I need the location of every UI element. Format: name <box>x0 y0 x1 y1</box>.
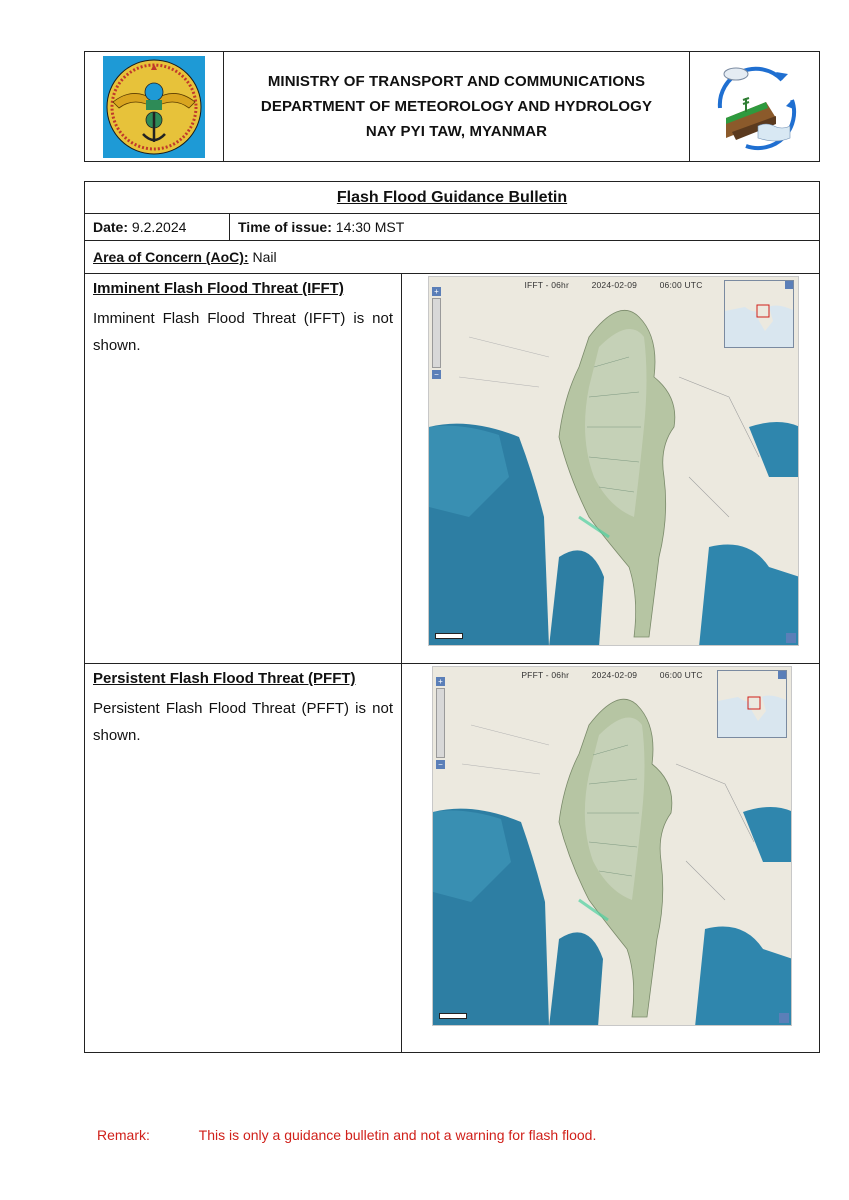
ifft-map-product: IFFT - 06hr <box>524 280 570 290</box>
ifft-map[interactable] <box>428 276 799 646</box>
pfft-zoom-control[interactable] <box>436 677 446 771</box>
aoc-label: Area of Concern (AoC): <box>93 249 249 265</box>
scale-bar <box>439 1013 467 1019</box>
remark <box>97 1127 596 1143</box>
pfft-map-product: PFFT - 06hr <box>521 670 570 680</box>
letterhead <box>84 51 820 162</box>
ifft-map-cell <box>402 274 819 663</box>
zoom-out-icon[interactable]: − <box>432 370 441 379</box>
pfft-text-cell <box>85 664 402 1052</box>
inset-toggle-icon[interactable] <box>778 671 786 679</box>
zoom-slider[interactable] <box>436 688 445 758</box>
location: NAY PYI TAW, MYANMAR <box>365 123 548 140</box>
letterhead-title <box>224 52 689 161</box>
pfft-heading: Persistent Flash Flood Threat (PFFT) <box>93 670 356 687</box>
right-logo-cell <box>689 52 819 161</box>
ifft-map-time: 06:00 UTC <box>659 280 703 290</box>
ifft-heading: Imminent Flash Flood Threat (IFFT) <box>93 280 344 297</box>
scale-bar <box>435 633 463 639</box>
ifft-zoom-control[interactable] <box>432 287 442 381</box>
pfft-description: Persistent Flash Flood Threat (PFFT) is not shown. <box>93 700 393 744</box>
time-label: Time of issue: <box>238 219 332 235</box>
time-cell <box>230 214 819 240</box>
aoc-value: Nail <box>252 249 277 265</box>
ifft-map-date: 2024-02-09 <box>591 280 638 290</box>
zoom-in-icon[interactable]: + <box>436 677 445 686</box>
pfft-map-date: 2024-02-09 <box>591 670 638 680</box>
pfft-section <box>85 664 819 1052</box>
layer-switcher-icon[interactable] <box>786 633 796 643</box>
pfft-map-cell <box>402 664 819 1052</box>
left-logo-cell <box>85 52 224 161</box>
pfft-overview-inset[interactable] <box>717 670 787 738</box>
department-name: DEPARTMENT OF METEOROLOGY AND HYDROLOGY <box>260 98 653 115</box>
ministry-name: MINISTRY OF TRANSPORT AND COMMUNICATIONS <box>267 73 646 90</box>
date-cell <box>85 214 230 240</box>
pfft-map[interactable] <box>432 666 792 1026</box>
remark-label: Remark: <box>97 1127 150 1143</box>
overview-map-graphic <box>718 671 787 738</box>
ifft-description: Imminent Flash Flood Threat (IFFT) is not shown. <box>93 310 393 354</box>
time-value: 14:30 MST <box>335 219 405 235</box>
ministry-emblem-icon <box>103 56 205 158</box>
ifft-section <box>85 274 819 664</box>
ifft-overview-inset[interactable] <box>724 280 794 348</box>
date-value: 9.2.2024 <box>131 219 187 235</box>
layer-switcher-icon[interactable] <box>779 1013 789 1023</box>
ifft-text-cell <box>85 274 402 663</box>
pfft-map-time: 06:00 UTC <box>659 670 703 680</box>
aoc-row <box>85 241 819 274</box>
inset-toggle-icon[interactable] <box>785 281 793 289</box>
remark-text: This is only a guidance bulletin and not a warning for flash flood. <box>198 1127 597 1143</box>
date-row <box>85 214 819 241</box>
overview-map-graphic <box>725 281 794 348</box>
zoom-slider[interactable] <box>432 298 441 368</box>
zoom-in-icon[interactable]: + <box>432 287 441 296</box>
hydrologic-cycle-icon <box>706 58 804 156</box>
zoom-out-icon[interactable]: − <box>436 760 445 769</box>
bulletin-table <box>84 181 820 1053</box>
date-label: Date: <box>93 219 129 235</box>
bulletin-title: Flash Flood Guidance Bulletin <box>85 182 819 214</box>
